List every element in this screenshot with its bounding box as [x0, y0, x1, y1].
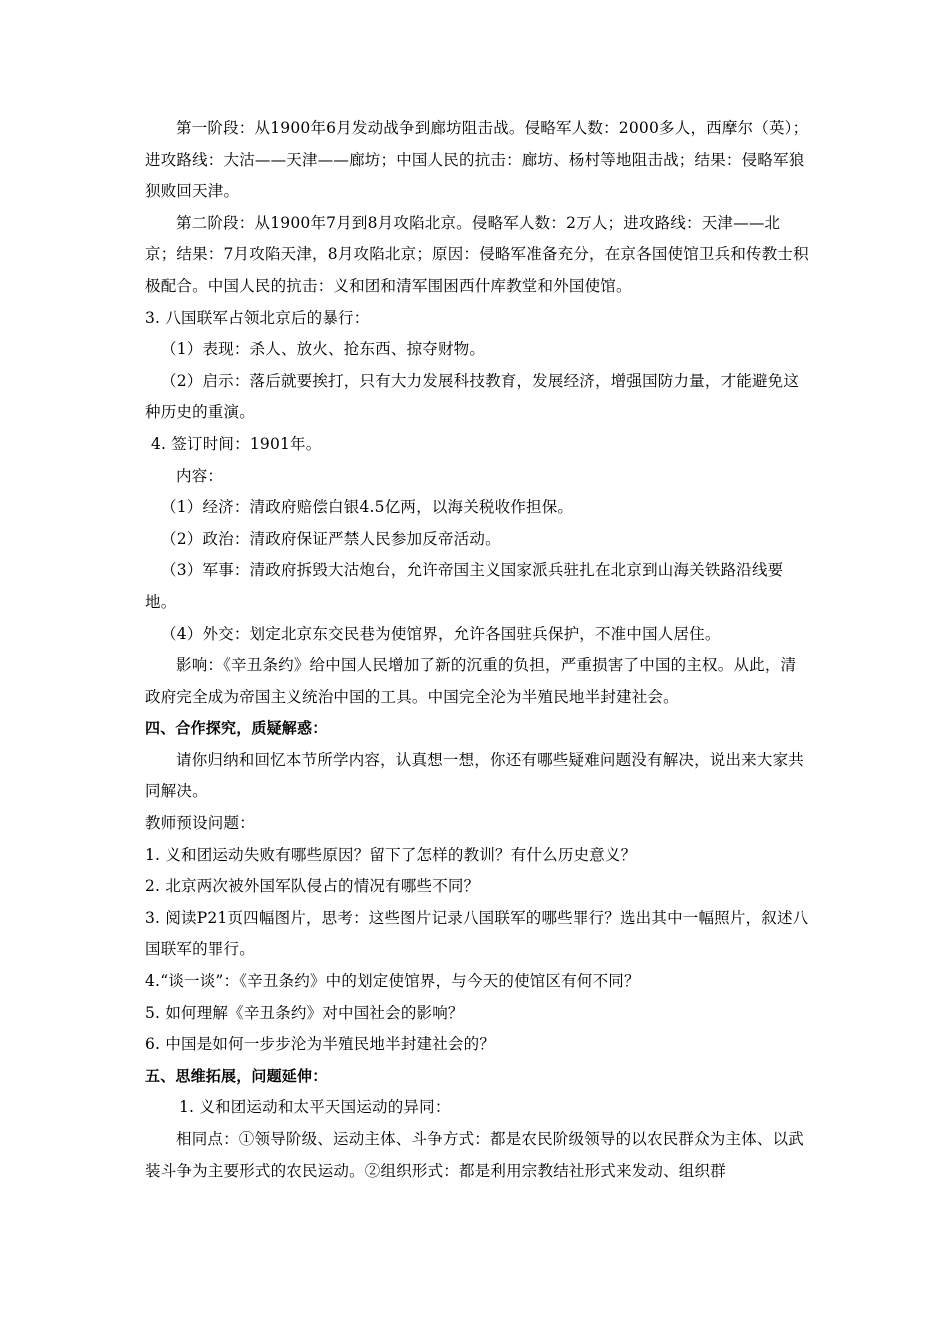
- paragraph: 第一阶段：从1900年6月发动战争到廊坊阻击战。侵略军人数：2000多人，西摩尔（英）；进攻路线：大沽——天津——廊坊；中国人民的抗击：廊坊、杨村等地阻击战；结果：侵略军狼狈败回天津。: [145, 119, 809, 201]
- paragraph: 5. 如何理解《辛丑条约》对中国社会的影响？: [145, 1003, 464, 1022]
- paragraph: 4. 签订时间：1901年。: [151, 434, 322, 453]
- paragraph: （1）经济：清政府赔偿白银4.5亿两，以海关税收作担保。: [161, 498, 574, 517]
- section-heading: 五、思维拓展，问题延伸：: [145, 1066, 328, 1085]
- paragraph: 1. 义和团运动和太平天国运动的异同：: [179, 1098, 451, 1117]
- paragraph: （1）表现：杀人、放火、抢东西、掠夺财物。: [161, 340, 486, 359]
- paragraph: （2）政治：清政府保证严禁人民参加反帝活动。: [161, 529, 501, 548]
- paragraph: 教师预设问题：: [145, 814, 255, 833]
- paragraph: 4.“谈一谈”：《辛丑条约》中的划定使馆界，与今天的使馆区有何不同？: [145, 972, 640, 991]
- paragraph: 影响：《辛丑条约》给中国人民增加了新的沉重的负担，严重损害了中国的主权。从此，清政府完全成为帝国主义统治中国的工具。中国完全沦为半殖民地半封建社会。: [145, 656, 797, 706]
- paragraph: 6. 中国是如何一步步沦为半殖民地半封建社会的？: [145, 1035, 496, 1054]
- paragraph: 请你归纳和回忆本节所学内容，认真想一想，你还有哪些疑难问题没有解决，说出来大家共同解决。: [145, 750, 805, 801]
- paragraph: （3）军事：清政府拆毁大沽炮台，允许帝国主义国家派兵驻扎在北京到山海关铁路沿线要地。: [145, 561, 784, 611]
- paragraph: （2）启示：落后就要挨打，只有大力发展科技教育，发展经济，增强国防力量，才能避免这种历史的重演。: [145, 371, 800, 422]
- paragraph: 第二阶段：从1900年7月到8月攻陷北京。侵略军人数：2万人；进攻路线：天津——北京；结果：7月攻陷天津，8月攻陷北京；原因：侵略军准备充分，在京各国使馆卫兵和传教士积极配合。中国人民的抗击：义和团和清军围困西什库教堂和外国使馆。: [145, 213, 809, 295]
- paragraph: 2. 北京两次被外国军队侵占的情况有哪些不同？: [145, 877, 480, 896]
- paragraph: 1. 义和团运动失败有哪些原因？留下了怎样的教训？有什么历史意义？: [145, 845, 637, 864]
- paragraph: 相同点：①领导阶级、运动主体、斗争方式：都是农民阶级领导的以农民群众为主体、以武装斗争为主要形式的农民运动。②组织形式：都是利用宗教结社形式来发动、组织群: [145, 1130, 805, 1180]
- paragraph: （4）外交：划定北京东交民巷为使馆界，允许各国驻兵保护，不准中国人居住。: [161, 624, 721, 643]
- paragraph: 3. 八国联军占领北京后的暴行：: [145, 308, 370, 327]
- paragraph: 3. 阅读P21页四幅图片，思考：这些图片记录八国联军的哪些罪行？选出其中一幅照片，叙述八国联军的罪行。: [145, 908, 809, 959]
- section-heading: 四、合作探究，质疑解惑：: [145, 719, 328, 738]
- document-body: [145, 113, 810, 1187]
- paragraph: 内容：: [176, 466, 224, 485]
